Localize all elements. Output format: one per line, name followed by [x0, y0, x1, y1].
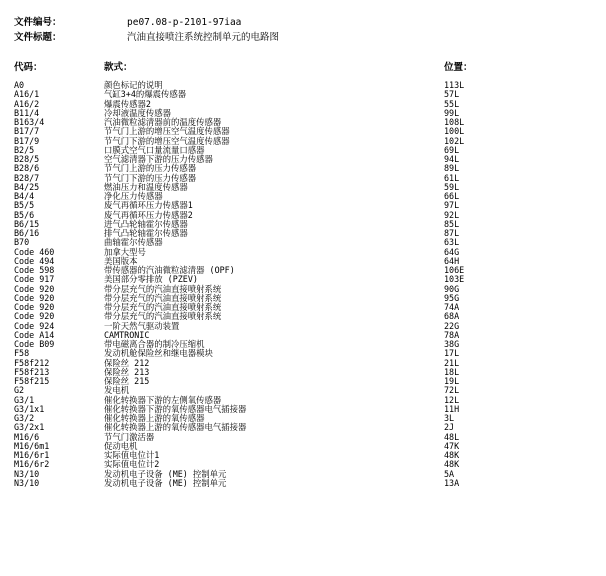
component-description: 带电磁离合器的制冷压缩机 [104, 339, 205, 349]
component-description: 加拿大型号 [104, 246, 146, 257]
component-position: 108L [444, 117, 465, 127]
table-row [0, 405, 606, 414]
table-row [0, 266, 606, 275]
component-code: Code 920 [14, 283, 55, 294]
table-row [0, 470, 606, 479]
component-description: 节气门上游的增压空气温度传感器 [104, 126, 230, 137]
table-row [0, 137, 606, 146]
table-row [0, 211, 606, 220]
table-row [0, 312, 606, 321]
table-row [0, 460, 606, 469]
table-row [0, 183, 606, 192]
table-row [0, 238, 606, 247]
component-position: 48K [444, 459, 460, 470]
component-code: A16/2 [14, 98, 40, 109]
table-row [0, 118, 606, 127]
component-position: 3L [444, 413, 455, 423]
component-position: 2J [444, 422, 455, 433]
component-description: 爆震传感器2 [104, 98, 151, 109]
table-row [0, 377, 606, 386]
component-position: 94L [444, 154, 460, 164]
component-position: 17L [444, 348, 460, 359]
component-position: 89L [444, 163, 460, 174]
component-code: Code 917 [14, 274, 55, 285]
component-code: B163/4 [14, 117, 45, 127]
component-code: M16/6m1 [14, 440, 50, 451]
table-row [0, 81, 606, 90]
component-code: Code A14 [14, 329, 55, 340]
document-number-label: 文件编号： [14, 17, 62, 28]
component-position: 11H [444, 403, 460, 414]
component-list [0, 81, 606, 488]
component-code: F58f215 [14, 376, 50, 386]
component-code: Code 920 [14, 302, 55, 312]
component-description: 催化转换器上游的氧传感器电气插接器 [104, 422, 247, 433]
component-position: 61L [444, 172, 460, 183]
component-description: 保险丝 215 [104, 376, 150, 386]
component-code: M16/6r1 [14, 450, 50, 460]
document-title-label: 文件标题： [14, 32, 62, 43]
table-row [0, 368, 606, 377]
component-code: Code 460 [14, 246, 55, 257]
table-row [0, 331, 606, 340]
component-description: 带分层充气的汽油直接喷射系统 [104, 283, 222, 294]
description-column-header: 款式： [104, 62, 133, 73]
component-code: Code 924 [14, 320, 55, 331]
table-row [0, 90, 606, 99]
component-description: 节气门下游的压力传感器 [104, 172, 197, 183]
component-position: 97L [444, 200, 460, 211]
component-description: 节气门上游的压力传感器 [104, 163, 197, 174]
component-position: 66L [444, 191, 460, 201]
component-description: 节气门下游的增压空气温度传感器 [104, 135, 230, 146]
table-row [0, 303, 606, 312]
component-position: 90G [444, 283, 460, 294]
component-code: Code B09 [14, 339, 55, 349]
component-code: G3/1x1 [14, 403, 45, 414]
component-description: 净化压力传感器 [104, 191, 163, 201]
component-position: 92L [444, 209, 460, 220]
table-row [0, 451, 606, 460]
component-code: G3/2 [14, 413, 35, 423]
table-row [0, 322, 606, 331]
component-position: 59L [444, 181, 460, 192]
table-row [0, 386, 606, 395]
component-position: 64H [444, 255, 460, 266]
table-row [0, 442, 606, 451]
table-row [0, 220, 606, 229]
component-code: N3/10 [14, 477, 40, 488]
component-position: 74A [444, 302, 460, 312]
component-description: 带分层充气的汽油直接喷射系统 [104, 302, 222, 312]
table-row [0, 201, 606, 210]
component-position: 13A [444, 477, 460, 488]
component-code: B70 [14, 237, 30, 248]
table-row [0, 414, 606, 423]
code-column-header: 代码： [14, 62, 43, 73]
component-code: B11/4 [14, 107, 40, 118]
component-position: 57L [444, 89, 460, 100]
table-row [0, 340, 606, 349]
component-description: 发动机电子设备 (ME) 控制单元 [104, 468, 227, 479]
component-code: B4/4 [14, 191, 35, 201]
component-position: 87L [444, 228, 460, 238]
component-position: 55L [444, 98, 460, 109]
component-code: M16/6 [14, 431, 40, 442]
component-code: N3/10 [14, 468, 40, 479]
component-description: 发动机电子设备 (ME) 控制单元 [104, 477, 227, 488]
component-code: Code 920 [14, 292, 55, 303]
component-description: 颜色标记的说明 [104, 80, 163, 90]
component-description: 口膜式空气口量流量口感器 [104, 144, 205, 155]
component-position: 19L [444, 376, 460, 386]
component-description: 进气凸轮轴霍尔传感器 [104, 218, 188, 229]
component-position: 47K [444, 440, 460, 451]
component-position: 12L [444, 394, 460, 405]
component-code: B28/5 [14, 154, 40, 164]
component-description: 废气再循环压力传感器2 [104, 209, 193, 220]
component-position: 18L [444, 366, 460, 377]
component-position: 63L [444, 237, 460, 248]
component-position: 106E [444, 265, 465, 275]
component-code: Code 494 [14, 255, 55, 266]
component-code: Code 920 [14, 311, 55, 322]
component-code: G2 [14, 385, 25, 396]
component-description: 排气凸轮轴霍尔传感器 [104, 228, 188, 238]
component-code: B17/7 [14, 126, 40, 137]
table-row [0, 174, 606, 183]
component-position: 5A [444, 468, 455, 479]
component-description: 实际值电位计1 [104, 450, 160, 460]
component-description: 空气滤清器下游的压力传感器 [104, 154, 213, 164]
table-row [0, 433, 606, 442]
document-number-value: pe07.08-p-2101-97iaa [127, 17, 242, 28]
component-description: CAMTRONIC [104, 329, 150, 340]
component-code: B2/5 [14, 144, 35, 155]
component-description: 带传感器的汽油微粒滤清器 (OPF) [104, 265, 235, 275]
table-row [0, 349, 606, 358]
component-description: 美国版本 [104, 255, 138, 266]
table-row [0, 359, 606, 368]
component-description: 带分层充气的汽油直接喷射系统 [104, 292, 222, 303]
component-code: F58f212 [14, 357, 50, 368]
component-code: G3/2x1 [14, 422, 45, 433]
component-position: 95G [444, 292, 460, 303]
table-row [0, 127, 606, 136]
component-description: 发电机 [104, 385, 130, 396]
component-code: Code 598 [14, 265, 55, 275]
table-row [0, 248, 606, 257]
component-description: 一阶天然气驱动装置 [104, 320, 180, 331]
component-description: 催化转换器下游的左侧氧传感器 [104, 394, 222, 405]
component-code: B6/15 [14, 218, 40, 229]
component-description: 实际值电位计2 [104, 459, 160, 470]
table-row [0, 229, 606, 238]
component-description: 废气再循环压力传感器1 [104, 200, 193, 211]
component-code: B17/9 [14, 135, 40, 146]
component-position: 113L [444, 80, 465, 90]
component-position: 102L [444, 135, 465, 146]
component-description: 保险丝 212 [104, 357, 150, 368]
component-description: 保险丝 213 [104, 366, 150, 377]
component-code: B28/7 [14, 172, 40, 183]
component-code: F58f213 [14, 366, 50, 377]
table-row [0, 109, 606, 118]
component-description: 气缸3+4的爆震传感器 [104, 89, 187, 100]
component-description: 燃油压力和温度传感器 [104, 181, 188, 192]
document-title-row [14, 32, 279, 44]
component-code: B5/6 [14, 209, 35, 220]
component-code: B4/25 [14, 181, 40, 192]
component-description: 发动机舱保险丝和继电器模块 [104, 348, 213, 359]
component-position: 99L [444, 107, 460, 118]
component-description: 促动电机 [104, 440, 138, 451]
component-position: 78A [444, 329, 460, 340]
component-position: 22G [444, 320, 460, 331]
table-row [0, 275, 606, 284]
component-position: 103E [444, 274, 465, 285]
component-description: 美国部分零排放 (PZEV) [104, 274, 198, 285]
component-description: 催化转换器上游的氧传感器 [104, 413, 205, 423]
component-position: 64G [444, 246, 460, 257]
position-column-header: 位置： [444, 62, 473, 73]
component-code: M16/6r2 [14, 459, 50, 470]
component-description: 冷却液温度传感器 [104, 107, 171, 118]
component-description: 带分层充气的汽油直接喷射系统 [104, 311, 222, 322]
component-position: 48L [444, 431, 460, 442]
component-code: B5/5 [14, 200, 35, 211]
component-position: 85L [444, 218, 460, 229]
component-position: 72L [444, 385, 460, 396]
component-description: 催化转换器下游的氧传感器电气插接器 [104, 403, 247, 414]
component-position: 69L [444, 144, 460, 155]
component-code: G3/1 [14, 394, 35, 405]
component-code: A16/1 [14, 89, 40, 100]
component-description: 曲轴霍尔传感器 [104, 237, 163, 248]
component-position: 48K [444, 450, 460, 460]
table-row [0, 100, 606, 109]
document-title-value: 汽油直接喷注系统控制单元的电路图 [127, 32, 280, 43]
component-code: B6/16 [14, 228, 40, 238]
component-position: 21L [444, 357, 460, 368]
component-position: 68A [444, 311, 460, 322]
document-number-row [14, 17, 241, 29]
table-row [0, 146, 606, 155]
table-row [0, 164, 606, 173]
table-row [0, 257, 606, 266]
table-row [0, 423, 606, 432]
table-row [0, 479, 606, 488]
table-row [0, 155, 606, 164]
component-code: A0 [14, 80, 25, 90]
component-code: B28/6 [14, 163, 40, 174]
component-position: 38G [444, 339, 460, 349]
component-position: 100L [444, 126, 465, 137]
table-row [0, 285, 606, 294]
component-description: 节气门激活器 [104, 431, 155, 442]
table-row [0, 192, 606, 201]
component-code: F58 [14, 348, 30, 359]
component-description: 汽油微粒滤清器前的温度传感器 [104, 117, 222, 127]
table-row [0, 294, 606, 303]
table-row [0, 396, 606, 405]
